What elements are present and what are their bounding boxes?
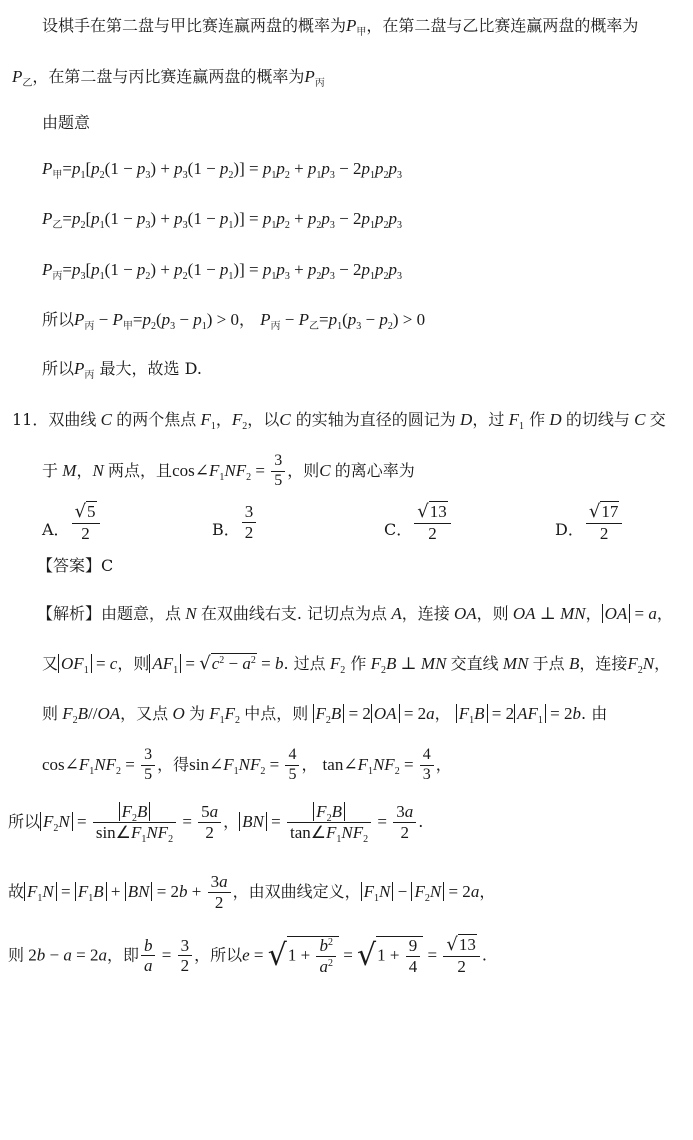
option-label: B． xyxy=(212,519,240,539)
text: 的实轴为直径的圆记为 xyxy=(295,410,456,429)
analysis-line-5: 所以 $F_2N$ = $\frac{F_2B}{\sin\angle F_1NF_2}$ = $\frac{5a}{2}$ ， BN = $\frac{F_2B}{\tan\angle F_1NF_2}$ = $\frac{3a}{2}$ . xyxy=(8,802,424,845)
text: ，在第二盘与乙比赛连赢两盘的概率为 xyxy=(366,16,639,35)
text: 所以 xyxy=(42,310,75,329)
option-label: C． xyxy=(384,520,413,540)
text: ，得 xyxy=(157,754,190,774)
text: ，即 xyxy=(106,945,139,965)
fraction-3-5: $\frac{3}{5}$ xyxy=(271,453,285,490)
line-7: 所以$P_丙 - P_甲=p_2(p_3 - p_1) > 0$， $P_丙 - P_乙=p_1(p_3 - p_2) > 0$ xyxy=(42,310,426,332)
option-b[interactable]: B． $\frac{3}{2}$ xyxy=(212,503,258,542)
text: ，所以 xyxy=(194,945,243,965)
text: 作 xyxy=(529,410,546,429)
text: ，连接 xyxy=(579,654,628,673)
text: 所以 xyxy=(8,811,41,831)
question-11-line-1: 11．双曲线 C 的两个焦点 $F_1$，$F_2$，以C 的实轴为直径的圆记为 D，过 $F_1$ 作 D 的切线与 C 交 xyxy=(12,410,666,432)
text: 设棋手在第二盘与甲比赛连赢两盘的概率为 xyxy=(42,16,347,35)
text: ，在第二盘与丙比赛连赢两盘的概率为 xyxy=(32,67,305,86)
text: 最大，故选 D. xyxy=(99,359,202,378)
analysis-line-2: 又 $OF_1 = c$，则 $AF_1 = √c^2 - a^2 = b$. 过点 $F_2$ 作 $F_2B$ ⊥ MN 交直线 MN 于点 B，连接$F_2N$， xyxy=(42,653,671,676)
analysis-line-7: 则 2b − a = 2a，即 $\frac{b}{a}$ = $\frac{3}{2}$ ，所以e = √1 + $\frac{b^2}{a^2}$ = √1 + $\frac{9}{4}$ = $\frac{√13}{2}$ . xyxy=(8,934,487,976)
option-c[interactable]: C． $\frac{√13}{2}$ xyxy=(384,503,453,543)
text: 则 xyxy=(8,945,25,965)
text: 的切线与 xyxy=(565,410,630,429)
line-3 xyxy=(42,115,90,131)
text: 交 xyxy=(649,410,666,429)
answer-line xyxy=(37,558,113,574)
answer: 【答案】C xyxy=(37,556,114,575)
analysis-line-1: 【解析】由题意，点 N 在双曲线右支. 记切点为点 A，连接 OA，则 OA ⊥ MN， OA = a， xyxy=(37,604,673,623)
text: ，连接 xyxy=(401,604,450,623)
formula-p-bing: $P_丙=p_3[p_1(1 - p_2) + p_2(1 - p_1)] = p_1p_3 + p_2p_3 - 2p_1p_2p_3$ xyxy=(42,260,403,282)
option-a[interactable]: A． $\frac{√5}{2}$ xyxy=(42,503,102,543)
text: 又 xyxy=(42,654,59,673)
formula-p-jia: $P_甲=p_1[p_2(1 - p_3) + p_3(1 - p_2)] = p_1p_2 + p_1p_3 - 2p_1p_2p_3$ xyxy=(42,159,403,181)
text: 两点，且 xyxy=(108,460,173,480)
text: 为 xyxy=(188,704,205,723)
question-11-line-2: 于 M，N 两点，且$\cos\angle F_1NF_2$ = $\frac{3}{5}$ ，则C 的离心率为 xyxy=(42,452,415,489)
text: . 过点 xyxy=(283,654,326,673)
text: ，则 xyxy=(287,460,320,480)
text: 双曲线 xyxy=(48,410,97,429)
text: ，又点 xyxy=(120,704,169,723)
text: 作 xyxy=(350,654,367,673)
text: . 由 xyxy=(581,704,608,723)
text: 故 xyxy=(8,881,25,901)
text: 由题意 xyxy=(42,113,91,132)
line-1: 设棋手在第二盘与甲比赛连赢两盘的概率为$P_甲$，在第二盘与乙比赛连赢两盘的概率为 xyxy=(42,16,639,38)
text: 交直线 xyxy=(450,654,499,673)
formula-p-yi: $P_乙=p_2[p_1(1 - p_3) + p_3(1 - p_1)] = p_1p_2 + p_2p_3 - 2p_1p_2p_3$ xyxy=(42,209,403,231)
line-2: $P_乙$，在第二盘与丙比赛连赢两盘的概率为$P_丙$ xyxy=(12,67,325,89)
text: ，由双曲线定义， xyxy=(232,881,361,901)
text: 的离心率为 xyxy=(334,460,415,480)
analysis-label: 【解析】 xyxy=(37,604,102,623)
text: ，则 xyxy=(476,604,509,623)
analysis-line-4: $\cos\angle F_1NF_2$ = $\frac{3}{5}$ ，得$\sin\angle F_1NF_2$ = $\frac{4}{5}$ ， $\tan\angle F_1NF_2$ = $\frac{4}{3}$ ， xyxy=(42,746,452,783)
analysis-line-3: 则 $F_2B//OA$，又点 O 为 $F_1F_2$ 中点，则 $F_2B = 2$ OA = 2a， $F_1B = 2$ $AF_1 = 2b$. 由 xyxy=(42,704,608,726)
text: 于点 xyxy=(532,654,565,673)
text: 以 xyxy=(263,410,280,429)
question-number: 11． xyxy=(12,410,49,429)
text: 于 xyxy=(42,460,59,480)
text: ，过 xyxy=(472,410,505,429)
text: 在双曲线右支. 记切点为点 xyxy=(200,604,388,623)
option-d[interactable]: D． $\frac{√17}{2}$ xyxy=(555,503,624,543)
text: 由题意，点 xyxy=(101,604,182,623)
text: 的两个焦点 xyxy=(116,410,197,429)
option-label: A． xyxy=(42,520,70,540)
text: ，则 xyxy=(117,654,150,673)
text: 则 xyxy=(42,704,59,723)
text: 中点，则 xyxy=(244,704,309,723)
analysis-line-6: 故 $F_1N = F_1B$ + BN = 2b + $\frac{3a}{2}$ ，由双曲线定义， $F_1N - F_2N = 2a$， xyxy=(8,872,496,912)
line-8: 所以$P_丙$ 最大，故选 D. xyxy=(42,359,202,381)
option-label: D． xyxy=(555,520,584,540)
text: 所以 xyxy=(42,359,75,378)
